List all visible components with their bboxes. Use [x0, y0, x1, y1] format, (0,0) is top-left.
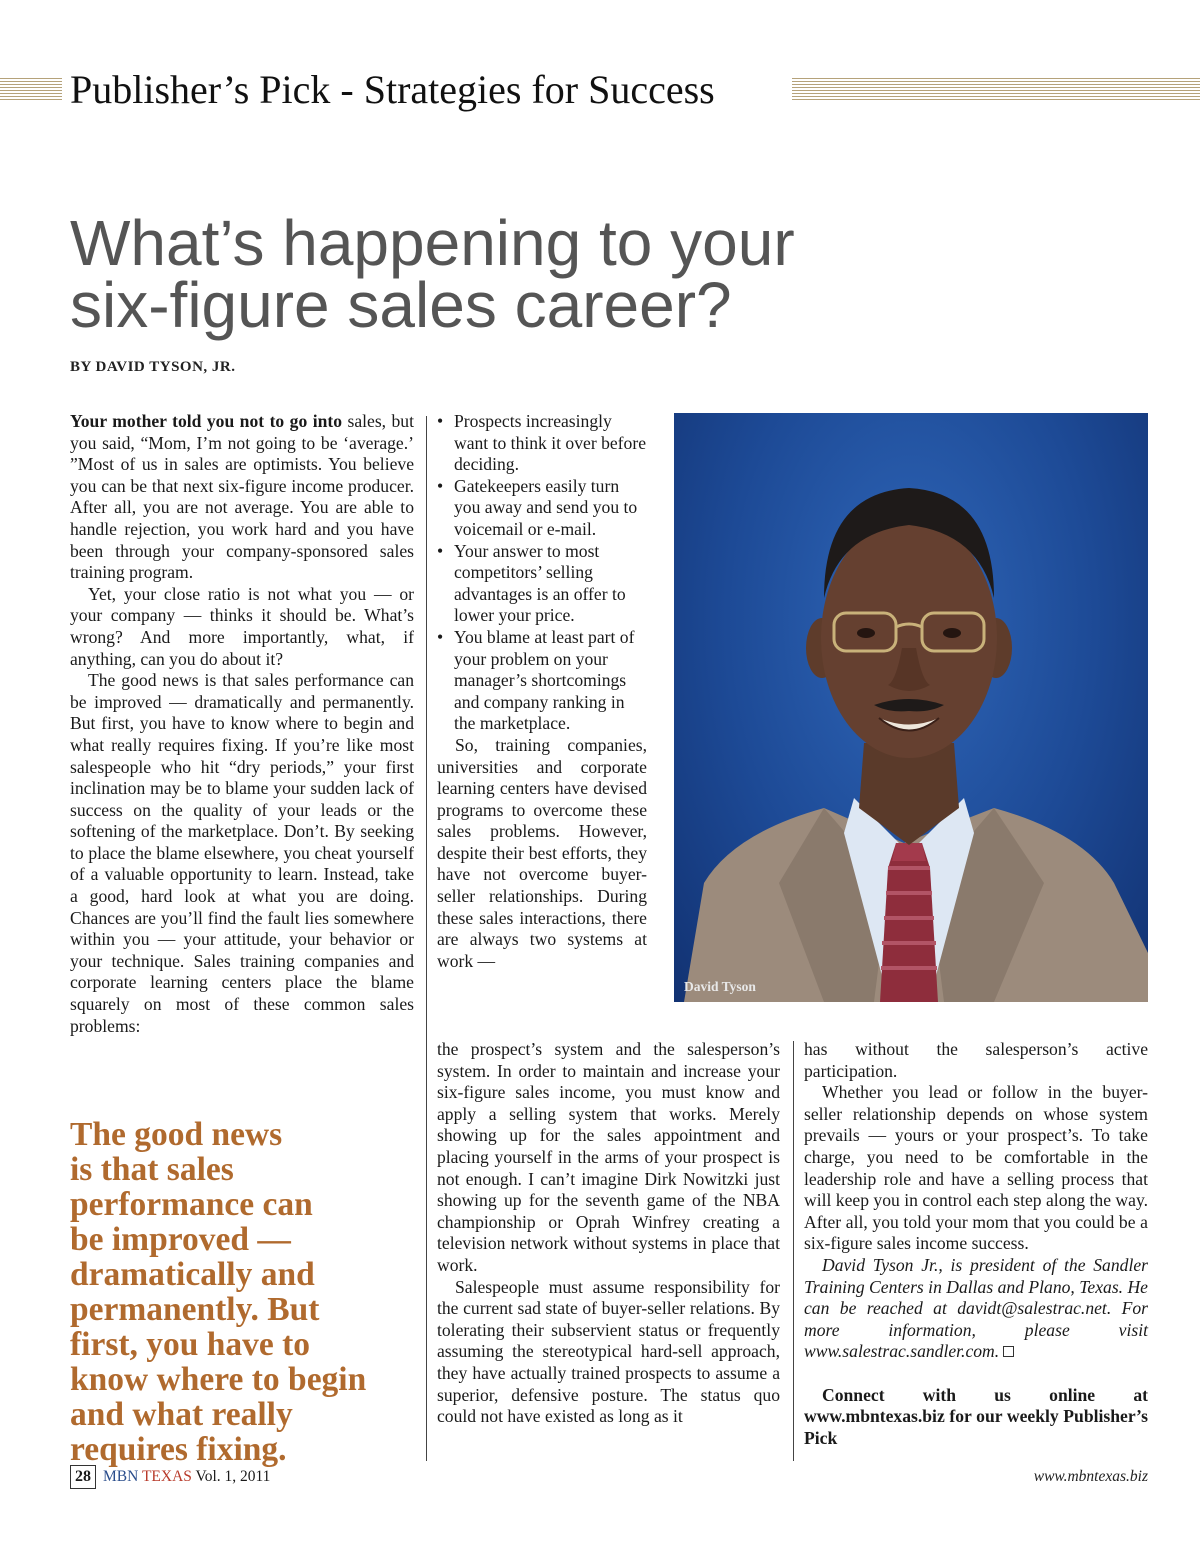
col1-paragraph-2: Yet, your close ratio is not what you — or your company — thinks it should be. What’s wrong? And more importantly, what, if anything, can you do about it? — [70, 583, 414, 669]
article-headline — [70, 207, 1170, 341]
column-1 — [70, 411, 414, 1037]
volume-info: Vol. 1, 2011 — [195, 1468, 271, 1485]
pullquote-line: is that sales — [70, 1151, 234, 1188]
headline-line-1: What’s happening to your — [70, 207, 795, 279]
lead-in: Your mother told you not to go into — [70, 411, 343, 431]
page-number: 28 — [70, 1465, 96, 1489]
connect-online: Connect with us online at www.mbntexas.biz for our weekly Publisher’s Pick — [804, 1384, 1148, 1448]
end-mark-icon — [1003, 1346, 1014, 1357]
bullet-item: • Gatekeepers easily turn you away and send you to voicemail or e-mail. — [437, 476, 647, 541]
footer-website: www.mbntexas.biz — [1033, 1468, 1148, 1485]
pullquote-line: dramatically and — [70, 1256, 315, 1293]
column-2-top — [437, 411, 647, 972]
portrait-illustration — [674, 413, 1148, 1002]
section-title: Publisher’s Pick - Strategies for Success — [70, 67, 715, 112]
column-2-bottom — [437, 1039, 780, 1428]
header-stripes-right — [792, 78, 1200, 100]
publication-info — [103, 1468, 270, 1486]
column-rule-1 — [426, 416, 427, 1461]
col2-paragraph-1: So, training companies, universities and corporate learning centers have devised programs to overcome these sales problems. However, despite their best efforts, they have not overcome buyer-seller relationships. During these sales interactions, there are always two systems at work — — [437, 734, 647, 971]
column-rule-2 — [793, 1041, 794, 1461]
column-3 — [804, 1039, 1148, 1449]
author-bio — [804, 1255, 1148, 1363]
bullet-item: • Prospects increasingly want to think it over before deciding. — [437, 411, 647, 476]
pullquote-line: and what really — [70, 1396, 293, 1433]
byline: BY DAVID TYSON, JR. — [70, 359, 236, 375]
section-header — [0, 66, 1200, 114]
brand-mbn: MBN — [103, 1468, 139, 1485]
col1-paragraph-1 — [70, 411, 414, 584]
pullquote — [70, 1117, 415, 1467]
pullquote-line: performance can — [70, 1186, 313, 1223]
bullet-item: • Your answer to most competitors’ selling advantages is an offer to lower your price. — [437, 541, 647, 627]
col1-paragraph-3: The good news is that sales performance can be improved — dramatically and permanently. But first, you have to know where to begin and what really requires fixing. If you’re like most salespeople who hit “dry periods,” your first inclination may be to blame your sudden lack of success on the quality of your leads or the softening of the marketplace. Don’t. By seeking to place the blame elsewhere, you cheat yourself of a valuable opportunity to learn. Instead, take a good, hard look at what you are doing. Chances are you’ll find the fault lies somewhere within you — your attitude, your behavior or your technique. Sales training companies and corporate learning centers place the blame squarely on most of these common sales problems: — [70, 670, 414, 1036]
pullquote-line: be improved — — [70, 1221, 291, 1258]
col2-paragraph-2: the prospect’s system and the salesperson’s system. In order to maintain and increase your six-figure sales income, you must know and apply a selling system that works. Merely showing up for the sales appointment and placing yourself in the arms of your prospect is not enough. I can’t imagine Dirk Nowitzki just showing up for the seventh game of the NBA championship or Oprah Winfrey creating a television network without systems in place that work. — [437, 1039, 780, 1275]
col3-paragraph-1: has without the salesperson’s active participation. — [804, 1039, 1148, 1081]
brand-texas: TEXAS — [141, 1468, 192, 1485]
problem-bullet-list — [437, 411, 647, 735]
bullet-item: • You blame at least part of your problem on your manager’s shortcomings and company ranking in the marketplace. — [437, 627, 647, 735]
author-bio-text: David Tyson Jr., is president of the Sandler Training Centers in Dallas and Plano, Texas. He can be reached at davidt@salestrac.net. For more information, please visit www.salestrac.sandler.com. — [804, 1254, 1148, 1362]
pullquote-line: first, you have to — [70, 1326, 311, 1363]
header-stripes-left — [0, 78, 62, 100]
col1-p1-text: sales, but you said, “Mom, I’m not going to be ‘average.’ ”Most of us in sales are optimists. You believe you can be that next six-figure income producer. After all, you are not average. You are able to handle rejection, you work hard and you have been through your company-sponsored sales training program. — [70, 411, 414, 583]
pullquote-line: permanently. But — [70, 1291, 320, 1328]
headline-line-2: six-figure sales career? — [70, 269, 732, 341]
page-footer — [70, 1465, 1148, 1491]
photo-caption: David Tyson — [684, 979, 756, 994]
pullquote-line: The good news — [70, 1116, 283, 1153]
pullquote-line: know where to begin — [70, 1361, 367, 1398]
col2-paragraph-3: Salespeople must assume responsibility for the current sad state of buyer-seller relations. By tolerating their subservient status or frequently assuming the stereotypical hard-sell approach, they have actually trained prospects to assume a superior, defensive posture. The status quo could not have existed as long as it — [437, 1276, 780, 1427]
author-photo — [674, 413, 1148, 1002]
col3-paragraph-2: Whether you lead or follow in the buyer-seller relationship depends on whose system prevails — yours or your prospect’s. To take charge, you need to be comfortable in the leadership role and have a selling process that will keep you in control each step along the way. After all, you told your mom that you could be a six-figure sales income success. — [804, 1082, 1148, 1254]
pullquote-line: requires fixing. — [70, 1431, 287, 1468]
